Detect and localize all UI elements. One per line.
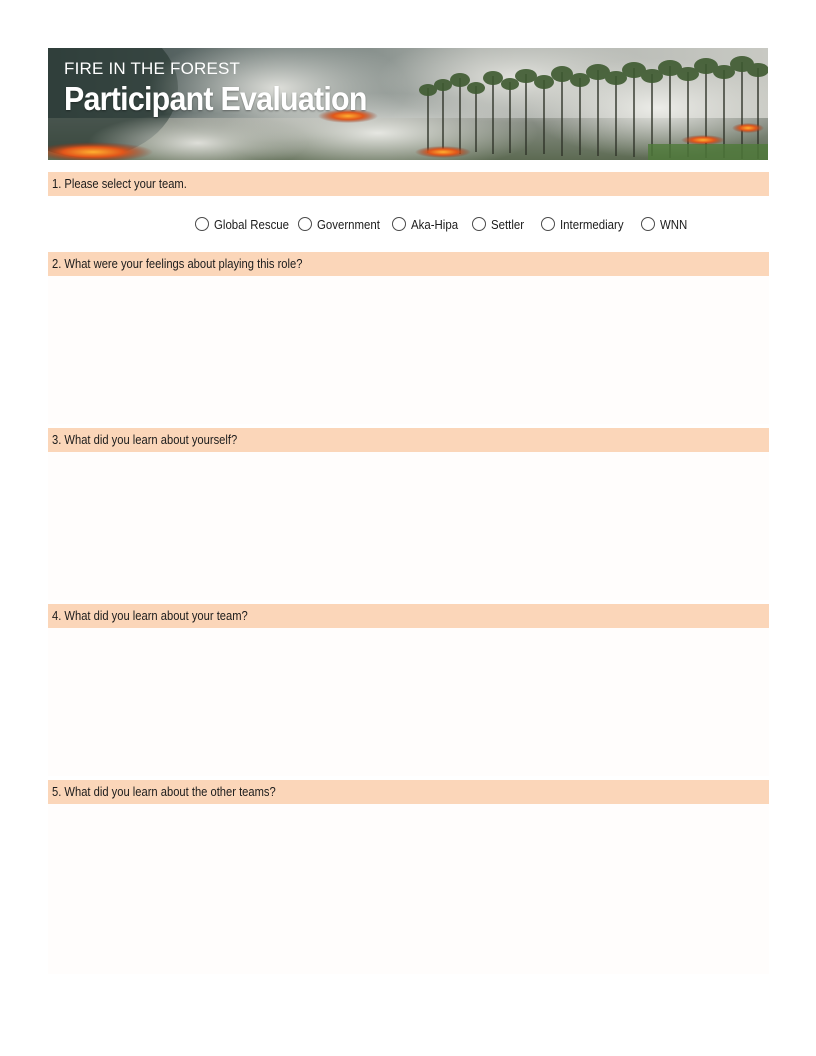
team-option-label: Settler	[491, 216, 525, 232]
radio-circle-icon[interactable]	[298, 217, 312, 231]
question-3-label: 3. What did you learn about yourself?	[52, 432, 238, 447]
question-5-label: 5. What did you learn about the other teams?	[52, 784, 276, 799]
question-2-answer-field[interactable]	[48, 276, 769, 424]
question-5-answer-field[interactable]	[48, 804, 769, 974]
radio-circle-icon[interactable]	[641, 217, 655, 231]
question-2-bar	[48, 252, 769, 276]
question-4-answer-field[interactable]	[48, 628, 769, 776]
question-4-label: 4. What did you learn about your team?	[52, 608, 248, 623]
team-option-label: Global Rescue	[214, 216, 290, 232]
team-option-label: Intermediary	[560, 216, 624, 232]
question-5-bar	[48, 780, 769, 804]
radio-circle-icon[interactable]	[541, 217, 555, 231]
question-3-bar	[48, 428, 769, 452]
team-option-intermediary[interactable]	[541, 215, 632, 233]
question-2-label: 2. What were your feelings about playing this role?	[52, 256, 303, 271]
question-1-label: 1. Please select your team.	[52, 176, 187, 191]
team-option-government[interactable]	[298, 215, 389, 233]
question-1-bar	[48, 172, 769, 196]
radio-circle-icon[interactable]	[195, 217, 209, 231]
page-title: Participant Evaluation	[64, 80, 367, 117]
team-option-global-rescue[interactable]	[195, 215, 299, 233]
team-option-settler[interactable]	[472, 215, 529, 233]
header-banner	[48, 48, 768, 160]
radio-circle-icon[interactable]	[392, 217, 406, 231]
question-4-bar	[48, 604, 769, 628]
question-3-answer-field[interactable]	[48, 452, 769, 600]
radio-circle-icon[interactable]	[472, 217, 486, 231]
team-option-wnn[interactable]	[641, 215, 691, 233]
team-option-label: Government	[317, 216, 380, 232]
banner-kicker: FIRE IN THE FOREST	[64, 59, 241, 78]
team-option-label: Aka-Hipa	[411, 216, 459, 232]
team-option-aka-hipa[interactable]	[392, 215, 464, 233]
team-option-label: WNN	[660, 216, 688, 232]
